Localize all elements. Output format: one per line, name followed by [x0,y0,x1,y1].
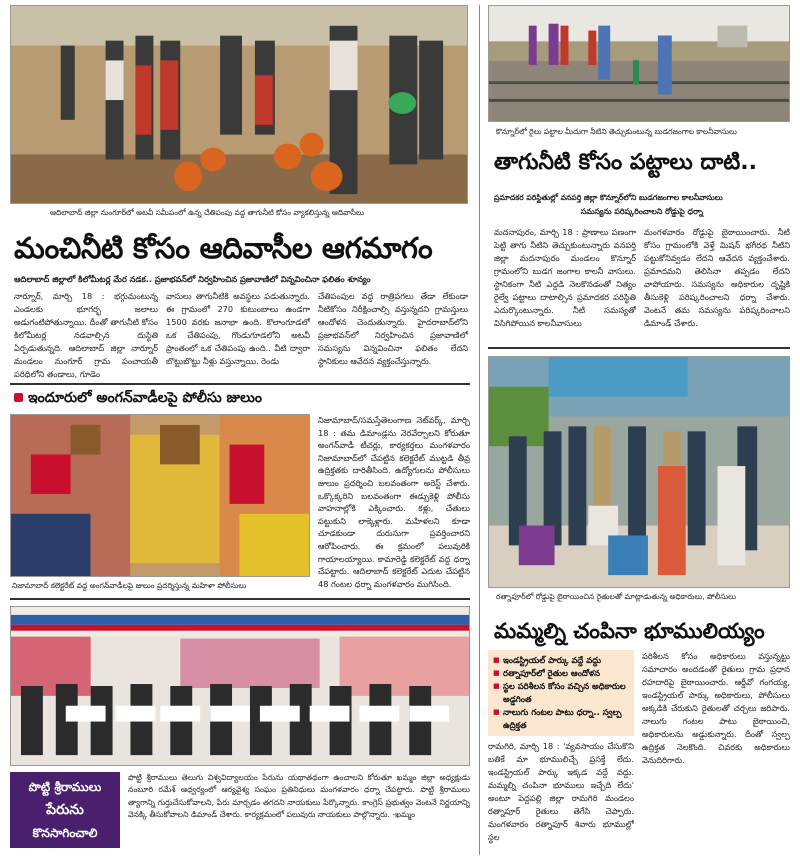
story3-headline: ఇందూరులో అంగన్‌వాడీలపై పోలీసు జులుం [28,390,262,406]
story4-highlight: ■ రత్నాపూర్‌లో రైతుల ఆందోళన [493,667,629,680]
story2-column-1: మదనాపురం, మార్చి 18 : ప్రాణాలు పణంగా పెట్టి తాగు నీటిని తెచ్చుకుంటున్నారు వనపర్తి జిల్లా మదనాపురం మండలం కొన్నూర్ గ్రామంలోని బుడగ జంగాల కాలనీ వాసులు. స్థానికంగా నీటి ఎద్దడి నెలకొనడంతో నిత్యం రైల్వే పట్టాలు దాటాల్సిన ప్రమాదకర పరిస్థితి ఎదుర్కొంటున్నారు. నీటి సమస్యతో విసిగిపోయిన కాలనీవాసులు [494,227,636,328]
photo-arya-vysya-dharna [10,606,470,766]
story5-headline-line-1: పొట్టి శ్రీరాములు [28,780,102,794]
story5-body: పొట్టి శ్రీరాములు తెలుగు విశ్వవిద్యాలయం పేరును యథాతథంగా ఉంచాలని కోరుతూ ఖమ్మం జిల్లా అధ్యక్షుడు నంబూరి రమేశ్ ఆధ్వర్యంలో ఆర్యవైశ్య సంఘం ప్రతినిధులు మంగళవారం ధర్నా చేపట్టారు. పొట్టి శ్రీరాములు త్యాగాన్ని గుర్తుచేసుకోవాలని, పేరు మార్చడం తగదని నాయకులు పేర్కొన్నారు. కాంగ్రెస్ ప్రభుత్వం వెంటనే నిర్ణయాన్ని వెనక్కి తీసుకోవాలని డిమాండ్ చేశారు. కార్యక్రమంలో పలువురు నాయకులు పాల్గొన్నారు. -ఖమ్మం [128,773,470,820]
divider [10,598,470,600]
story5-headline-box [10,772,120,848]
story1-column-1: నార్నూర్, మార్చి 18 : భగ్గుమంటున్న ఎండలకు భూగర్భ జలాలు అడుగంటిపోతున్నాయి. దీంతో తాగునీటి కోసం కిలోమీటర్ల నడవాల్సిన దుస్థితి ఏర్పడుతున్నది. ఆదిలాబాద్ జిల్లా నార్నూర్ మండలం నుంగూర్ గ్రామ పంచాయతీ పరిధిలోని తండాలు, గూడెం [14,291,158,378]
story5-headline-line-2: పేరును [46,802,84,818]
story3-headline-marker [14,393,23,402]
photo-colony-crossing-rail-tracks [488,5,790,122]
story2-subhead-1: ప్రమాదకర పరిస్థితుల్లో వనపర్తి జిల్లా కొన్నూర్‌లోని బుడగజంగాల కాలనీవాసులు [494,193,723,202]
story3-photo-caption: నిజామాబాద్ కలెక్టరేట్ వద్ద అంగన్‌వాడీలపై జులుం ప్రదర్శిస్తున్న మహిళా పోలీసులు [12,581,247,590]
story4-highlights-box [488,650,634,736]
story4-column-2: పరిశీలన కోసం అధికారులు వస్తున్నట్టు సమాచారం అందడంతో రైతులు గ్రామ ప్రధాన రహదారిపై బైఠాయించారు. ఆర్డీవో గంగయ్య, ఇండస్ట్రియల్ పార్కు అధికారులు, పోలీసులు అక్కడికి చేరుకుని రైతులతో చర్చలు జరిపారు. నాలుగు గంటల పాటు బైఠాయించి, అధికారులను అడ్డుకున్నారు. దీంతో స్వల్ప ఉద్రిక్తత నెలకొంది. చివరకు అధికారులు వెనుదిరిగారు. [642,651,790,765]
story2-column-2: మంగళవారం రోడ్డుపై బైఠాయించారు. నీటి కోసం గ్రామంలోకి వెళ్తే మిషన్ భగీరథ నీటిని పట్టుకోనివ్వడం లేదని ఆవేదన వ్యక్తంచేశారు. ప్రమాదమని తెలిసినా తప్పడం లేదని వాపోయారు. సమస్యను అధికారుల దృష్టికి తీసుకెళ్లి పరిష్కరించాలని ధర్నా చేశారు. వెంటనే తమ సమస్యను పరిష్కరించాలని డిమాండ్ చేశారు. [644,227,790,328]
story1-headline: మంచినీటి కోసం ఆదివాసీల ఆగమాగం [14,231,433,265]
column-separator [479,5,480,855]
story4-highlight: ■ ఇండస్ట్రియల్ పార్కు వద్దే వద్దు [493,654,629,667]
divider [488,347,790,349]
story1-subhead: ఆదిలాబాద్ జిల్లాలో కిలోమీటర్ల మేర నడక.. ప్రజాభవన్‌లో నిర్వహించిన ప్రజావాణిలో విన్నవించినా ఫలితం శూన్యం [14,274,371,284]
story5-headline-line-3: కొనసాగించాలి [32,826,98,840]
photo-police-detaining-anganwadi-workers [10,414,310,577]
photo-farmers-sit-in-on-road [488,356,790,588]
story4-highlight: ■ నాలుగు గంటల పాటు ధర్నా.. స్వల్ప ఉద్రిక్తత [493,706,629,732]
story4-photo-caption: రత్నాపూర్‌లో రోడ్డుపై బైఠాయించిన రైతులతో మాట్లాడుతున్న అధికారులు, పోలీసులు [496,592,736,601]
divider [10,383,470,385]
story1-column-2: వాసులు తాగునీటికి అవస్థలు పడుతున్నారు. ఈ గ్రామంలో 270 కుటుంబాలు ఉండగా 1500 వరకు జనాభా ఉంది. కొలాంగూడలో ఒక చేతిపంపు, గొండుగూడలోని అటవీ ప్రాంతంలో ఒక చేతిపంపు ఉంది.. వీటి ద్వారా బొట్టుబొట్టు నీళ్లు వస్తున్నాయి. రెండు [166,291,310,366]
story1-column-3: చేతిపంపుల వద్ద రాత్రిపగలు తేడా లేకుండా నీటికోసం నిరీక్షించాల్సి వస్తున్నదని గ్రామస్తులు ఆందోళన చెందుతున్నారు. హైదరాబాద్‌లోని ప్రజాభవన్‌లో నిర్వహించిన ప్రజావాణిలో సమస్యను విన్నవించినా ఫలితం లేదని స్థానికులు ఆవేదన వ్యక్తంచేస్తున్నారు. [318,291,468,366]
story2-headline: తాగునీటి కోసం పట్టాలు దాటి.. [494,150,757,175]
story4-headline: మమ్మల్ని చంపినా భూములియ్యం [494,619,765,643]
story4-highlight: ■ స్థల పరిశీలన కోసం వచ్చిన అధికారుల అడ్డగింత [493,680,629,706]
story2-subhead-2: సమస్యను పరిష్కరించాలని రోడ్డుపై ధర్నా [580,207,704,216]
story1-photo-caption: ఆదిలాబాద్ జిల్లా నుంగూర్‌లో అటవీ సమీపంలో ఉన్న చేతిపంపు వద్ద తాగునీటి కోసం వ్యాకలిస్తున్న ఆదివాసీలు [50,208,364,217]
story4-column-1: రామగిరి, మార్చి 18 : 'వ్యవసాయం చేసుకొని బతికే మా భూములిచ్చే ప్రసక్తే లేదు. ఇండస్ట్రియల్ పార్కు ఇక్కడ వద్దే వద్దు. మమ్మల్ని చంపినా భూములు ఇచ్చేది లేదు' అంటూ పెద్దపల్లి జిల్లా రామగిరి మండలం రత్నాపూర్ రైతులు తెగేసి చెప్పారు. మంగళవారం రత్నాపూర్ శివారు భూముల్లో స్థల [488,741,634,842]
story3-body: నిజామాబాద్/సమస్తేతెలంగాణ నెట్‌వర్క్, మార్చి 18 : తమ డిమాండ్లను నెరవేర్చాలని కోరుతూ అంగన్‌వాడీ టీచర్లు, కార్యకర్తలు మంగళవారం నిజామాబాద్‌లో చేపట్టిన కలెక్టరేట్ ముట్టడి తీవ్ర ఉద్రిక్తతకు దారితీసింది. ఉద్యోగులను పోలీసులు జులుం ప్రదర్శించి బలవంతంగా అరెస్ట్ చేశారు. ఒక్కొక్కరిని బలవంతంగా ఈడ్చుకెళ్లి పోలీసు వాహనాల్లోకి ఎక్కించారు. కళ్లు, చేతులు పట్టుకుని లాక్కెళ్లారు. మహిళలని కూడా చూడకుండా దురుసుగా ప్రవర్తించారని ఆరోపించారు. ఈ క్రమంలో పలువురికి గాయాలయ్యాయి. కామారెడ్డి కలెక్టరేట్ వద్ద ధర్నా చేపట్టారు. ఆదిలాబాద్ కలెక్టరేట్ ఎదుట చేపట్టిన 48 గంటల ధర్నా మంగళవారం ముగిసింది. [318,415,470,589]
story2-photo-caption: కొన్నూర్‌లో రైలు పట్టాల మీదుగా నీటిని తెచ్చుకుంటున్న బుడగజంగాల కాలనీవాసులు [496,127,737,136]
photo-tribal-women-at-handpump [10,5,468,204]
